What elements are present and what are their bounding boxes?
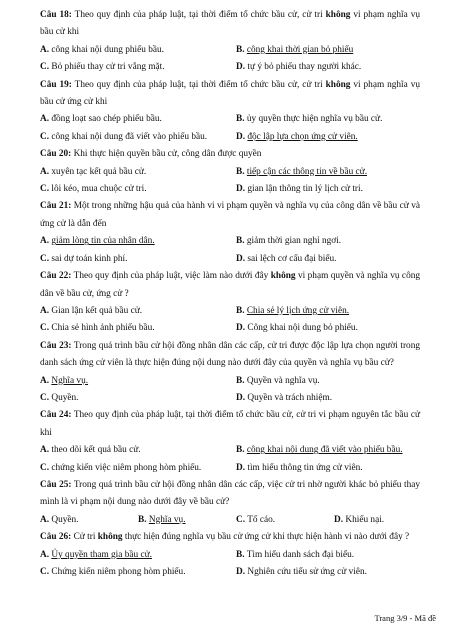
option-text: Tố cáo. bbox=[247, 514, 276, 525]
option-text: Quyền và nghĩa vụ. bbox=[246, 375, 320, 386]
question-emphasis: không bbox=[270, 271, 296, 282]
option-text: Ủy quyền tham gia bầu cử. bbox=[51, 549, 152, 560]
option-letter: C. bbox=[40, 253, 50, 264]
question-text-continued: thực hiện đúng nghĩa vụ bầu cử ứng cử khi thực hiện hành vi nào dưới đây ? bbox=[122, 532, 410, 543]
option-text: Quyền. bbox=[51, 514, 79, 525]
option-letter: B. bbox=[236, 236, 245, 247]
question-block bbox=[0, 268, 450, 338]
option-text: Quyền và trách nhiệm. bbox=[247, 392, 333, 403]
option-letter: B. bbox=[236, 375, 245, 386]
question-block bbox=[0, 146, 450, 198]
option-text: ủy quyền thực hiện nghĩa vụ bầu cử. bbox=[246, 114, 383, 125]
options-row bbox=[0, 320, 450, 337]
option-text: gian lận thông tin lý lịch cử tri. bbox=[247, 184, 363, 195]
question-number: Câu 21: bbox=[40, 201, 72, 212]
option-text: tự ý bỏ phiếu thay người khác. bbox=[247, 62, 362, 73]
question-text: Cử tri bbox=[71, 532, 98, 543]
answer-option bbox=[236, 251, 432, 268]
option-text: Gian lận kết quả bầu cử. bbox=[51, 305, 143, 316]
answer-option bbox=[40, 42, 236, 59]
page-footer: Trang 3/9 - Mã đề bbox=[374, 613, 436, 623]
option-letter: B. bbox=[236, 445, 245, 456]
option-text: Quyền. bbox=[51, 392, 79, 403]
options-row bbox=[0, 59, 450, 76]
option-letter: C. bbox=[40, 567, 50, 577]
option-text: sai lệch cơ cấu đại biểu. bbox=[247, 253, 337, 264]
option-text: công khai nội dung phiếu bầu. bbox=[51, 44, 164, 55]
answer-option bbox=[236, 442, 432, 459]
option-letter: D. bbox=[236, 131, 246, 142]
option-letter: A. bbox=[40, 236, 50, 247]
question-text: Trong quá trình bầu cử hội đồng nhân dân các cấp, cử tri được độc lập lựa chọn người trong danh sách ứng cử viên là thực hiện đúng nội dung nào dưới đây của quyền và nghĩa vụ bầu cử? bbox=[40, 340, 421, 369]
answer-option bbox=[40, 460, 236, 477]
option-letter: A. bbox=[40, 514, 50, 525]
option-text: tìm hiểu thông tin ứng cử viên. bbox=[247, 462, 363, 473]
options-row bbox=[0, 303, 450, 320]
answer-option bbox=[40, 251, 236, 268]
question-text: Theo quy định của pháp luật, tại thời điểm tổ chức bầu cử, cử tri vi phạm nguyên tắc bầu cử khi bbox=[40, 410, 421, 438]
option-letter: C. bbox=[40, 462, 50, 473]
options-row bbox=[0, 547, 450, 564]
option-text: tiếp cận các thông tin về bầu cử. bbox=[246, 166, 368, 177]
option-text: công khai nội dung đã viết vào phiếu bầu. bbox=[51, 131, 208, 142]
option-letter: B. bbox=[236, 166, 245, 177]
option-letter: D. bbox=[236, 567, 246, 577]
question-text: Khi thực hiện quyền bầu cử, công dân được quyền bbox=[71, 149, 262, 160]
question-text: Theo quy định của pháp luật, tại thời điểm tổ chức bầu cử, cử tri bbox=[71, 79, 326, 90]
answer-option bbox=[236, 373, 432, 390]
option-text: Chia sẻ hình ảnh phiếu bầu. bbox=[51, 323, 155, 334]
question-stem bbox=[0, 77, 450, 112]
option-letter: B. bbox=[236, 549, 245, 560]
question-number: Câu 23: bbox=[40, 340, 72, 351]
option-letter: C. bbox=[40, 392, 50, 403]
option-text: giảm thời gian nghỉ ngơi. bbox=[246, 236, 342, 247]
option-text: Nghĩa vụ. bbox=[148, 514, 186, 525]
option-text: Chứng kiến niêm phong hòm phiếu. bbox=[51, 567, 186, 577]
option-text: Bỏ phiếu thay cử tri vắng mặt. bbox=[51, 62, 165, 73]
question-stem bbox=[0, 268, 450, 303]
question-emphasis: không bbox=[325, 10, 351, 20]
option-text: Tìm hiểu danh sách đại biểu. bbox=[246, 549, 355, 560]
answer-option bbox=[40, 442, 236, 459]
option-text: độc lập lựa chọn ứng cử viên. bbox=[247, 131, 358, 142]
option-letter: A. bbox=[40, 166, 50, 177]
option-text: giảm lòng tin của nhân dân. bbox=[51, 236, 155, 247]
answer-option bbox=[334, 512, 432, 529]
question-text: Theo quy định của pháp luật, việc làm nào dưới đây bbox=[71, 271, 271, 282]
option-text: công khai nội dung đã viết vào phiếu bầu. bbox=[246, 445, 403, 456]
option-letter: A. bbox=[40, 375, 50, 386]
question-number: Câu 24: bbox=[40, 410, 72, 421]
answer-option bbox=[40, 320, 236, 337]
options-row bbox=[0, 164, 450, 181]
options-row bbox=[0, 460, 450, 477]
answer-option bbox=[40, 164, 236, 181]
question-block bbox=[0, 529, 450, 581]
option-text: sai dự toán kinh phí. bbox=[51, 253, 128, 264]
answer-option bbox=[138, 512, 236, 529]
question-block bbox=[0, 77, 450, 147]
answer-option bbox=[236, 547, 432, 564]
question-block bbox=[0, 477, 450, 529]
options-row bbox=[0, 42, 450, 59]
answer-option bbox=[236, 42, 432, 59]
option-text: Công khai nội dung bỏ phiếu. bbox=[247, 323, 358, 334]
answer-option bbox=[236, 460, 432, 477]
options-row bbox=[0, 390, 450, 407]
options-row bbox=[0, 181, 450, 198]
option-text: theo dõi kết quả bầu cử. bbox=[51, 445, 141, 456]
option-letter: D. bbox=[236, 462, 246, 473]
question-emphasis: không bbox=[325, 79, 351, 90]
option-letter: A. bbox=[40, 114, 50, 125]
option-letter: C. bbox=[236, 514, 246, 525]
answer-option bbox=[236, 129, 432, 146]
question-emphasis: không bbox=[97, 532, 123, 543]
answer-option bbox=[236, 111, 432, 128]
option-letter: B. bbox=[236, 114, 245, 125]
option-letter: D. bbox=[334, 514, 344, 525]
option-letter: A. bbox=[40, 305, 50, 316]
question-text: Trong quá trình bầu cử hội đồng nhân dân các cấp, việc cử tri nhờ người khác bỏ phiếu thay mình là vi phạm nội dung nào dưới đây về bầu cử? bbox=[40, 479, 421, 508]
option-letter: B. bbox=[138, 514, 147, 525]
question-block bbox=[0, 7, 450, 77]
options-row bbox=[0, 233, 450, 250]
answer-option bbox=[236, 320, 432, 337]
option-letter: C. bbox=[40, 62, 50, 73]
question-block bbox=[0, 198, 450, 268]
options-row bbox=[0, 373, 450, 390]
question-block bbox=[0, 338, 450, 408]
question-stem bbox=[0, 7, 450, 42]
option-letter: D. bbox=[236, 323, 246, 334]
question-number: Câu 25: bbox=[40, 479, 72, 490]
option-letter: D. bbox=[236, 392, 246, 403]
options-row bbox=[0, 129, 450, 146]
option-letter: C. bbox=[40, 131, 50, 142]
answer-option bbox=[236, 164, 432, 181]
answer-option bbox=[40, 547, 236, 564]
option-letter: C. bbox=[40, 184, 50, 195]
options-row bbox=[0, 512, 450, 529]
option-text: Nghiên cứu tiểu sử ứng cử viên. bbox=[247, 567, 367, 577]
answer-option bbox=[40, 233, 236, 250]
answer-option bbox=[236, 390, 432, 407]
option-letter: B. bbox=[236, 305, 245, 316]
question-stem bbox=[0, 477, 450, 512]
answer-option bbox=[40, 111, 236, 128]
answer-option bbox=[40, 129, 236, 146]
answer-option bbox=[236, 181, 432, 198]
question-text: Một trong những hậu quả của hành vi vi phạm quyền và nghĩa vụ của công dân về bầu cử và ứng cử là dẫn đến bbox=[40, 201, 421, 229]
question-stem bbox=[0, 338, 450, 373]
question-number: Câu 19: bbox=[40, 79, 72, 90]
question-list bbox=[0, 7, 450, 581]
answer-option bbox=[40, 512, 138, 529]
answer-option bbox=[40, 390, 236, 407]
option-text: Khiếu nại. bbox=[345, 514, 385, 525]
answer-option bbox=[236, 564, 432, 581]
option-letter: D. bbox=[236, 184, 246, 195]
answer-option bbox=[40, 564, 236, 581]
option-text: Chia sẻ lý lịch ứng cử viên. bbox=[246, 305, 350, 316]
option-letter: A. bbox=[40, 549, 50, 560]
options-row bbox=[0, 442, 450, 459]
answer-option bbox=[236, 59, 432, 76]
question-number: Câu 22: bbox=[40, 271, 72, 282]
answer-option bbox=[236, 233, 432, 250]
answer-option bbox=[236, 303, 432, 320]
option-letter: C. bbox=[40, 323, 50, 334]
question-number: Câu 18: bbox=[40, 10, 72, 20]
option-text: đồng loạt sao chép phiếu bầu. bbox=[51, 114, 162, 125]
option-letter: B. bbox=[236, 44, 245, 55]
option-letter: D. bbox=[236, 253, 246, 264]
question-stem bbox=[0, 198, 450, 233]
question-text: Theo quy định của pháp luật, tại thời điểm tổ chức bầu cử, cử tri bbox=[71, 10, 326, 20]
answer-option bbox=[236, 512, 334, 529]
option-text: lôi kéo, mua chuộc cử tri. bbox=[51, 184, 147, 195]
options-row bbox=[0, 111, 450, 128]
option-text: xuyên tạc kết quả bầu cử. bbox=[51, 166, 147, 177]
question-block bbox=[0, 407, 450, 477]
option-letter: D. bbox=[236, 62, 246, 73]
option-text: Nghĩa vụ. bbox=[51, 375, 89, 386]
question-stem bbox=[0, 529, 450, 546]
question-text-continued: vi phạm quyền và nghĩa vụ công dân về bầu cử, ứng cử ? bbox=[40, 271, 421, 299]
answer-option bbox=[40, 373, 236, 390]
question-stem bbox=[0, 146, 450, 163]
option-text: chứng kiến việc niêm phong hòm phiếu. bbox=[51, 462, 202, 473]
option-text: công khai thời gian bỏ phiếu bbox=[246, 44, 354, 55]
option-letter: A. bbox=[40, 445, 50, 456]
answer-option bbox=[40, 59, 236, 76]
question-text-continued: vi phạm nghĩa vụ bầu cử ứng cử khi bbox=[40, 79, 421, 108]
options-row bbox=[0, 251, 450, 268]
question-stem bbox=[0, 407, 450, 442]
question-text-continued: vi phạm nghĩa vụ bầu cử khi bbox=[40, 10, 421, 38]
answer-option bbox=[40, 303, 236, 320]
question-number: Câu 20: bbox=[40, 149, 72, 160]
options-row bbox=[0, 564, 450, 581]
question-number: Câu 26: bbox=[40, 532, 72, 543]
answer-option bbox=[40, 181, 236, 198]
option-letter: A. bbox=[40, 44, 50, 55]
